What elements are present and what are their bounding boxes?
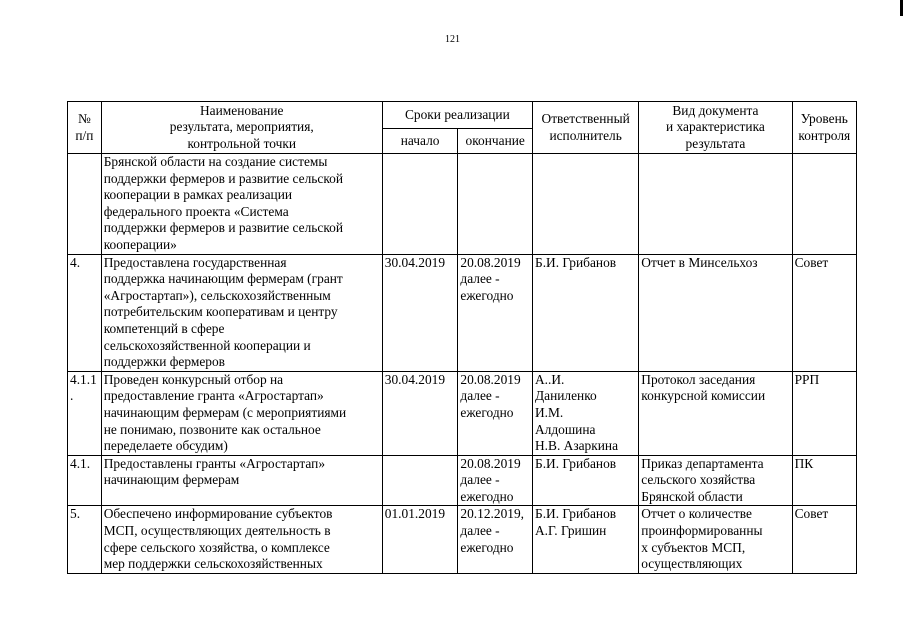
header-start: начало — [382, 129, 458, 154]
row-level: Совет — [792, 506, 856, 573]
row-num: 5. — [68, 506, 102, 573]
row-name: Брянской области на создание системы поддержки фермеров и развитие сельской кооперации в рамках реализации федерального проекта «Система поддержки фермеров и развитие сельской кооперации» — [101, 154, 382, 255]
row-end: 20.12.2019, далее - ежегодно — [458, 506, 533, 573]
row-name: Проведен конкурсный отбор на предоставление гранта «Агростартап» начинающим фермерам (с мероприятиями не понимаю, позвоните как остальное переделаете обсудим) — [101, 371, 382, 455]
row-num — [68, 154, 102, 255]
row-num: 4.1. — [68, 455, 102, 506]
plan-table-container — [67, 101, 857, 588]
row-start — [382, 154, 458, 255]
header-level: Уровень контроля — [792, 102, 856, 154]
row-start — [382, 455, 458, 506]
row-start: 30.04.2019 — [382, 254, 458, 371]
row-document: Отчет о количестве проинформированны х субъектов МСП, осуществляющих — [639, 506, 792, 573]
row-document: Отчет в Минсельхоз — [639, 254, 792, 371]
table-row — [68, 154, 857, 255]
page-number: 121 — [445, 34, 460, 45]
row-end — [458, 154, 533, 255]
row-name: Предоставлена государственная поддержка начинающим фермерам (грант «Агростартап»), сельскохозяйственным потребительским кооперативам и центру компетенций в сфере сельскохозяйственной кооперации и поддержки фермеров — [101, 254, 382, 371]
header-responsible: Ответственный исполнитель — [533, 102, 639, 154]
row-start: 01.01.2019 — [382, 506, 458, 573]
header-terms: Сроки реализации — [382, 102, 532, 129]
row-num: 4.1.1. — [68, 371, 102, 455]
row-responsible: А..И. Даниленко И.М. Алдошина Н.В. Азаркина — [533, 371, 639, 455]
row-document: Протокол заседания конкурсной комиссии — [639, 371, 792, 455]
table-row — [68, 371, 857, 455]
row-level: Совет — [792, 254, 856, 371]
row-level — [792, 154, 856, 255]
row-end: 20.08.2019 далее - ежегодно — [458, 371, 533, 455]
row-name: Обеспечено информирование субъектов МСП, осуществляющих деятельность в сфере сельского хозяйства, о комплексе мер поддержки сельскохозяйственных — [101, 506, 382, 573]
table-row — [68, 506, 857, 573]
header-name: Наименование результата, мероприятия, контрольной точки — [101, 102, 382, 154]
page-edge-mark — [900, 0, 903, 16]
row-start: 30.04.2019 — [382, 371, 458, 455]
row-document: Приказ департамента сельского хозяйства Брянской области — [639, 455, 792, 506]
table-row — [68, 254, 857, 371]
plan-table — [67, 101, 857, 574]
row-level: ПК — [792, 455, 856, 506]
row-document — [639, 154, 792, 255]
row-end: 20.08.2019 далее - ежегодно — [458, 254, 533, 371]
row-responsible: Б.И. Грибанов — [533, 455, 639, 506]
row-end: 20.08.2019 далее - ежегодно — [458, 455, 533, 506]
header-num: № п/п — [68, 102, 102, 154]
header-document: Вид документа и характеристика результата — [639, 102, 792, 154]
table-row — [68, 455, 857, 506]
row-responsible: Б.И. Грибанов — [533, 254, 639, 371]
row-num: 4. — [68, 254, 102, 371]
row-responsible — [533, 154, 639, 255]
row-responsible: Б.И. Грибанов А.Г. Гришин — [533, 506, 639, 573]
row-name: Предоставлены гранты «Агростартап» начинающим фермерам — [101, 455, 382, 506]
row-level: РРП — [792, 371, 856, 455]
header-end: окончание — [458, 129, 533, 154]
